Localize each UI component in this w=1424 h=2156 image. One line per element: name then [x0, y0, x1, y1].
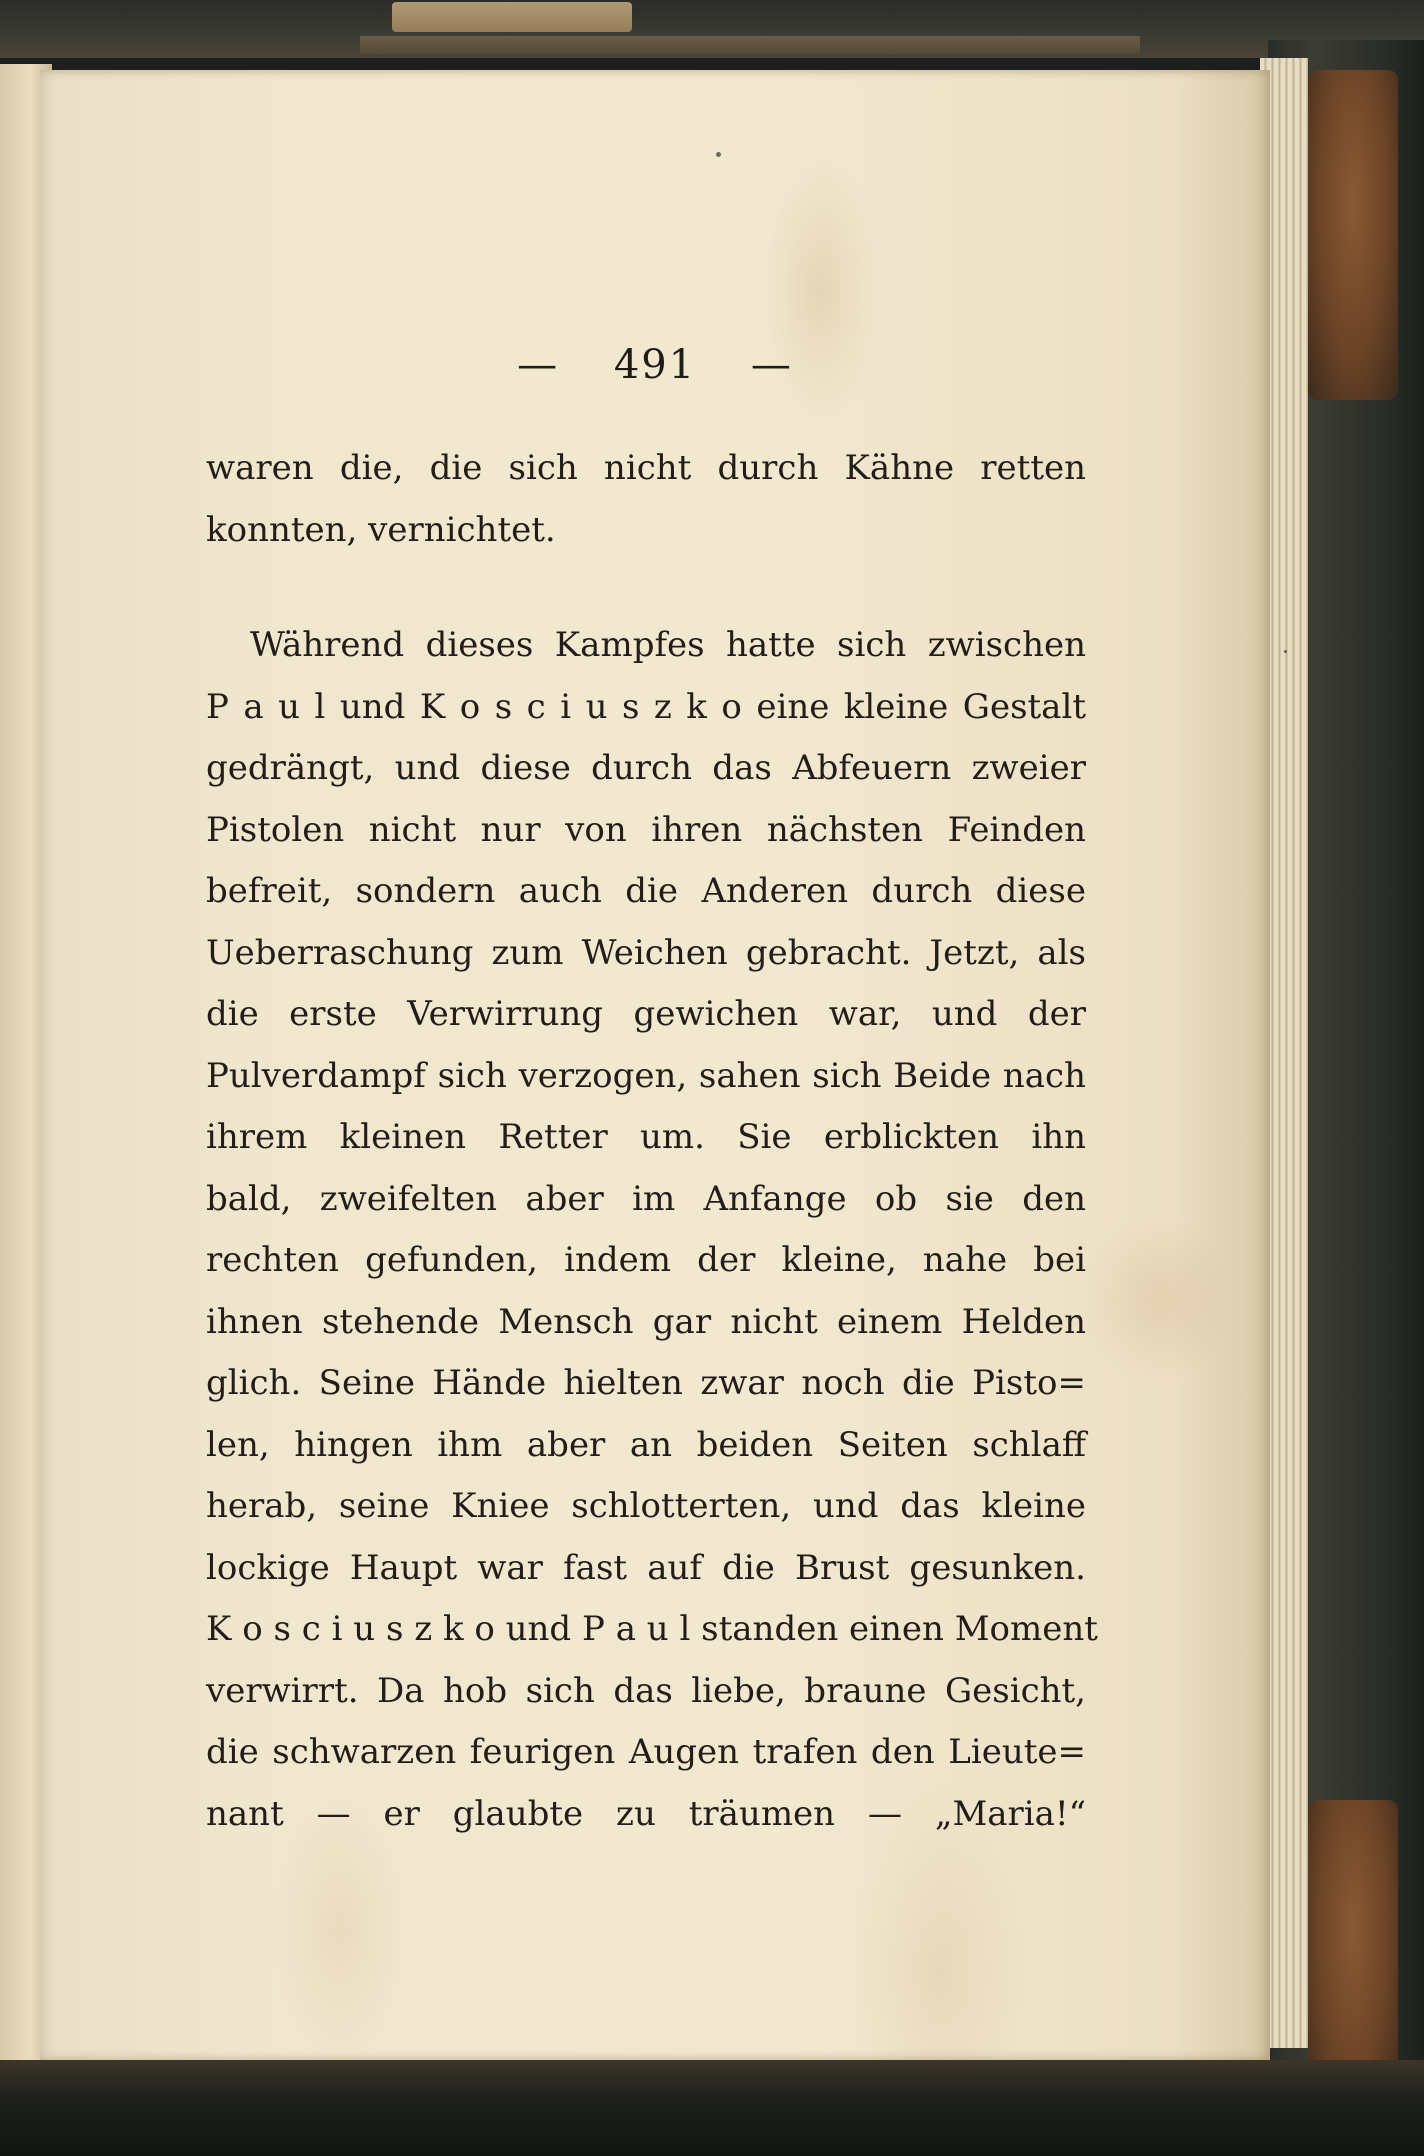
text-line: bald, zweifelten aber im Anfange ob sie den	[206, 1178, 1086, 1219]
text-line: die schwarzen feurigen Augen trafen den Lieute=	[206, 1732, 1086, 1772]
paper-speck	[716, 152, 721, 157]
header-dash-left: —	[517, 342, 560, 388]
text-line: Ueberraschung zum Weichen gebracht. Jetzt, als	[206, 932, 1086, 973]
text-line: verwirrt. Da hob sich das liebe, braune Gesicht,	[206, 1670, 1086, 1711]
text-line: die erste Verwirrung gewichen war, und der	[206, 994, 1086, 1034]
tape-strip	[392, 2, 632, 32]
body-text	[206, 438, 1098, 1845]
text-line: gedrängt, und diese durch das Abfeuern zweier	[206, 748, 1086, 788]
text-line: rechten gefunden, indem der kleine, nahe bei	[206, 1240, 1086, 1280]
book-page	[40, 70, 1270, 2060]
paragraph-1	[206, 438, 1086, 561]
text-line: konnten, vernichtet.	[206, 509, 556, 550]
text-line: befreit, sondern auch die Anderen durch diese	[206, 871, 1086, 911]
leather-corner-top	[1308, 70, 1398, 400]
page-number: 491	[613, 342, 697, 388]
text-line: herab, seine Kniee schlotterten, und das kleine	[206, 1486, 1086, 1526]
text-line: waren die, die sich nicht durch Kähne retten	[206, 448, 1086, 488]
text-line: ihrem kleinen Retter um. Sie erblickten ihn	[206, 1117, 1086, 1157]
paragraph-2	[206, 615, 1098, 1845]
book-cover-bottom-edge	[0, 2060, 1424, 2156]
text-line: ihnen stehende Mensch gar nicht einem Helden	[206, 1301, 1086, 1342]
header-dash-right: —	[750, 342, 793, 388]
text-line: K o s c i u s z k o und P a u l standen einen Moment	[206, 1609, 1098, 1649]
text-line: len, hingen ihm aber an beiden Seiten schlaff	[206, 1424, 1086, 1465]
paragraph-gap	[206, 561, 1086, 623]
text-line: Pulverdampf sich verzogen, sahen sich Beide nach	[206, 1055, 1086, 1096]
text-line: lockige Haupt war fast auf die Brust gesunken.	[206, 1547, 1086, 1588]
text-line: nant — er glaubte zu träumen — „Maria!“	[206, 1793, 1086, 1834]
text-line: Während dieses Kampfes hatte sich zwischen	[250, 625, 1086, 665]
page-header	[40, 342, 1270, 388]
binding-edge	[360, 36, 1140, 54]
text-line: glich. Seine Hände hielten zwar noch die Pisto=	[206, 1363, 1086, 1403]
text-line: P a u l und K o s c i u s z k o eine kleine Gestalt	[206, 686, 1086, 727]
text-line: Pistolen nicht nur von ihren nächsten Feinden	[206, 809, 1086, 850]
paper-speck	[1284, 650, 1287, 653]
